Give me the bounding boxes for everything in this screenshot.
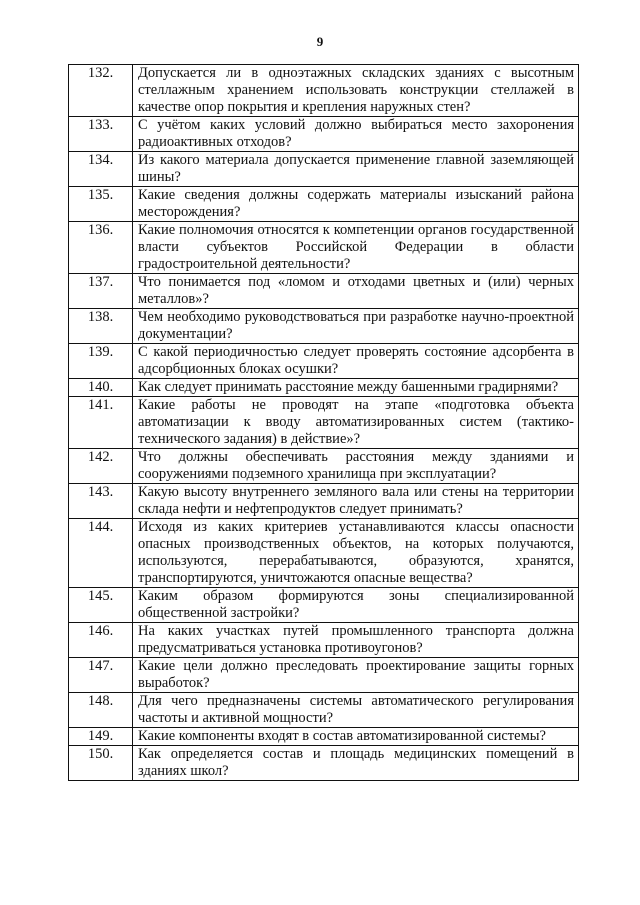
question-text: Какие полномочия относятся к компетенции органов государственной власти субъектов Российской Федерации в области градостроительной деятельности? [133, 222, 579, 274]
question-number: 144. [69, 519, 133, 588]
question-text: Что понимается под «ломом и отходами цветных и (или) черных металлов»? [133, 274, 579, 309]
table-row [69, 623, 579, 658]
table-row [69, 344, 579, 379]
table-row [69, 309, 579, 344]
question-text: Какие сведения должны содержать материалы изысканий района месторождения? [133, 187, 579, 222]
table-row [69, 519, 579, 588]
question-text: Как определяется состав и площадь медицинских помещений в зданиях школ? [133, 746, 579, 781]
table-row [69, 152, 579, 187]
question-text: Какую высоту внутреннего земляного вала или стены на территории склада нефти и нефтепродуктов следует принимать? [133, 484, 579, 519]
table-row [69, 397, 579, 449]
question-number: 141. [69, 397, 133, 449]
question-text: Чем необходимо руководствоваться при разработке научно-проектной документации? [133, 309, 579, 344]
table-row [69, 693, 579, 728]
questions-table-body [69, 65, 579, 781]
question-number: 143. [69, 484, 133, 519]
question-number: 145. [69, 588, 133, 623]
question-number: 140. [69, 379, 133, 397]
table-row [69, 379, 579, 397]
question-number: 149. [69, 728, 133, 746]
question-number: 146. [69, 623, 133, 658]
table-row [69, 222, 579, 274]
question-number: 133. [69, 117, 133, 152]
question-text: Допускается ли в одноэтажных складских зданиях с высотным стеллажным хранением использовать конструкции стеллажей в качестве опор покрытия и крепления наружных стен? [133, 65, 579, 117]
question-number: 148. [69, 693, 133, 728]
question-number: 137. [69, 274, 133, 309]
table-row [69, 746, 579, 781]
question-number: 134. [69, 152, 133, 187]
question-text: Как следует принимать расстояние между башенными градирнями? [133, 379, 579, 397]
table-row [69, 484, 579, 519]
question-number: 142. [69, 449, 133, 484]
question-text: Для чего предназначены системы автоматического регулирования частоты и активной мощности? [133, 693, 579, 728]
question-number: 147. [69, 658, 133, 693]
question-text: Что должны обеспечивать расстояния между зданиями и сооружениями подземного хранилища при эксплуатации? [133, 449, 579, 484]
table-row [69, 117, 579, 152]
question-text: Из какого материала допускается применение главной заземляющей шины? [133, 152, 579, 187]
question-number: 150. [69, 746, 133, 781]
question-text: Какие цели должно преследовать проектирование защиты горных выработок? [133, 658, 579, 693]
question-number: 132. [69, 65, 133, 117]
question-text: С учётом каких условий должно выбираться место захоронения радиоактивных отходов? [133, 117, 579, 152]
question-text: Какие работы не проводят на этапе «подготовка объекта автоматизации к вводу автоматизированных систем (тактико-технического задания) в действие»? [133, 397, 579, 449]
question-number: 139. [69, 344, 133, 379]
table-row [69, 274, 579, 309]
question-number: 136. [69, 222, 133, 274]
page-number: 9 [316, 34, 324, 49]
table-row [69, 658, 579, 693]
question-text: С какой периодичностью следует проверять состояние адсорбента в адсорбционных блоках осушки? [133, 344, 579, 379]
table-row [69, 187, 579, 222]
table-row [69, 588, 579, 623]
questions-table [68, 64, 579, 781]
question-text: На каких участках путей промышленного транспорта должна предусматриваться установка противоугонов? [133, 623, 579, 658]
question-number: 135. [69, 187, 133, 222]
question-text: Исходя из каких критериев устанавливаются классы опасности опасных производственных объектов, на которых получаются, используются, перерабатываются, образуются, хранятся, транспортируются, уничтожаются опасные вещества? [133, 519, 579, 588]
question-number: 138. [69, 309, 133, 344]
question-text: Каким образом формируются зоны специализированной общественной застройки? [133, 588, 579, 623]
table-row [69, 65, 579, 117]
table-row [69, 449, 579, 484]
question-text: Какие компоненты входят в состав автоматизированной системы? [133, 728, 579, 746]
table-row [69, 728, 579, 746]
